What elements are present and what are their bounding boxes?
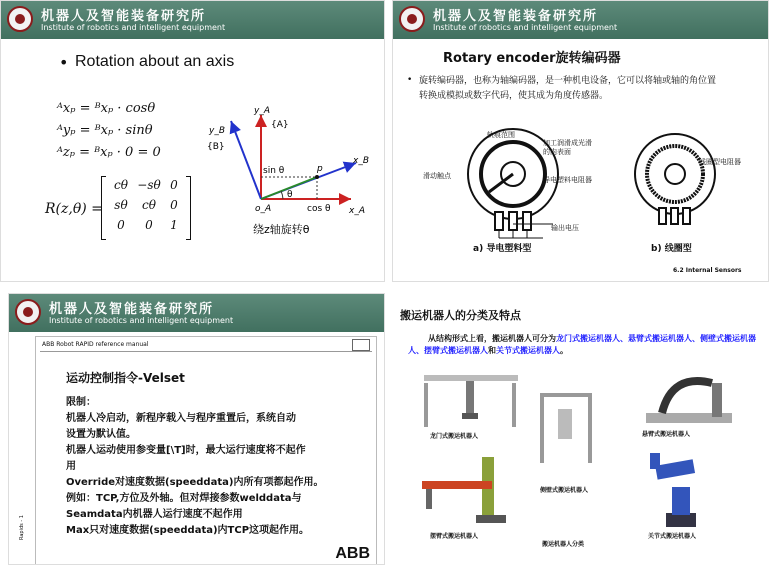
velset-line: 设置为默认值。: [66, 429, 136, 440]
velset-heading: 运动控制指令-Velset: [66, 371, 185, 385]
side-label: Rapids - 1: [19, 515, 25, 540]
bullet-dot: •: [59, 53, 69, 72]
intro-part-5: 关节式搬运机器人: [496, 346, 560, 355]
header-title-cn: 机器人及智能装备研究所: [433, 9, 599, 24]
abb-logo: ABB: [335, 545, 370, 562]
matrix-cell: −sθ: [137, 178, 161, 192]
slide-header: [393, 1, 768, 39]
fig-theta: θ: [287, 190, 293, 200]
slide-header: [1, 1, 384, 39]
sidewall-robot-image: [532, 389, 602, 469]
intro-part-2: 龙门式搬运机器人、悬臂式搬运机器: [556, 334, 684, 343]
equation-z: ᴬzₚ = ᴮxₚ · 0 = 0: [57, 145, 161, 160]
label-track-range: 轨痕范围: [487, 131, 515, 139]
manual-page: [35, 336, 377, 565]
matrix-cell: 1: [170, 218, 178, 232]
velset-line: 用: [66, 461, 76, 472]
caption-coil-type: b) 线圈型: [651, 244, 692, 254]
encoder-diagram: [413, 116, 763, 256]
caption-cantilever: 悬臂式搬运机器人: [642, 431, 691, 438]
matrix-cell: 0: [170, 198, 178, 212]
equation-x: ᴬxₚ = ᴮxₚ · cosθ: [57, 101, 156, 116]
header-title-en: Institute of robotics and intelligent equipment: [433, 23, 618, 32]
velset-line: Seamdata内机器人运行速度不起作用: [66, 509, 243, 520]
intro-part-6: 。: [560, 346, 568, 355]
cantilever-robot-image: [642, 363, 737, 429]
fig-frame-B: {B}: [207, 142, 225, 152]
label-sliding-contact: 滑动触点: [423, 172, 451, 180]
caption-sidewall: 侧壁式搬运机器人: [540, 487, 589, 494]
fig-yB: y_B: [209, 126, 226, 136]
caption-plastic-type: a) 导电塑料型: [473, 244, 532, 254]
header-title-en: Institute of robotics and intelligent equipment: [49, 316, 234, 325]
slide-heading: Rotation about an axis: [75, 53, 235, 70]
manual-title: ABB Robot RAPID reference manual: [42, 341, 149, 348]
header-title-cn: 机器人及智能装备研究所: [49, 302, 215, 317]
equation-y: ᴬyₚ = ᴮxₚ · sinθ: [57, 123, 153, 138]
fig-oA: o_A: [255, 204, 272, 214]
velset-line: 例如：TCP,方位及外轴。但对焊接参数welddata与: [66, 493, 302, 504]
fig-caption: 绕z轴旋转θ: [253, 223, 310, 236]
fig-yA: y_A: [254, 106, 270, 116]
slide-handling-robots: [392, 293, 769, 565]
velset-line: 机器人冷启动，新程序载入与程序重置后，系统自动: [66, 413, 296, 424]
matrix-cell: cθ: [142, 198, 156, 212]
caption-classify: 搬运机器人分类: [542, 541, 585, 548]
label-output-voltage: 输出电压: [551, 224, 579, 232]
label-plastic-resistor: 导电塑料电阻器: [543, 176, 592, 184]
rotation-matrix: [101, 176, 191, 240]
velset-line: Override对速度数据(speeddata)内所有项都起作用。: [66, 477, 324, 488]
matrix-cell: cθ: [114, 178, 128, 192]
slide-footer: 6.2 Internal Sensors: [673, 267, 742, 274]
caption-swing: 摆臂式搬运机器人: [430, 533, 479, 540]
velset-body: [66, 395, 323, 539]
intro-part-1: 从结构形式上看，搬运机器人可分为: [428, 334, 556, 343]
matrix-lhs: R(z,θ) =: [45, 201, 103, 217]
slide-rotation-about-axis: [0, 0, 385, 282]
rotation-figure: [201, 101, 381, 241]
slide-header: [9, 294, 384, 332]
encoder-description: 旋转编码器，也称为轴编码器，是一种机电设备，它可以将轴或轴的角位置转换成模拟或数字代码，使其成为角度传感器。: [419, 76, 717, 101]
bullet-dot: •: [407, 75, 413, 85]
intro-part-4: 和: [488, 346, 496, 355]
abb-logo-small-icon: [352, 339, 370, 351]
intro-text: [408, 333, 758, 357]
swing-robot-image: [416, 453, 516, 527]
joint-robot-image: [642, 443, 722, 531]
header-title-cn: 机器人及智能装备研究所: [41, 9, 207, 24]
intro-part-3: 人、侧壁式搬运机器人、摆臂式搬运机器人: [408, 334, 756, 355]
fig-p: p: [317, 164, 323, 174]
gantry-robot-image: [422, 369, 522, 431]
label-inner-surface: 加工润滑成光滑 的内表面: [543, 139, 592, 156]
institute-logo-icon: [399, 6, 425, 32]
institute-logo-icon: [7, 6, 33, 32]
velset-line: 限制：: [66, 397, 96, 408]
header-title-en: Institute of robotics and intelligent equipment: [41, 23, 226, 32]
fig-xB: x_B: [353, 156, 370, 166]
velset-line: Max只对速度数据(speeddata)内TCP这项起作用。: [66, 525, 310, 536]
institute-logo-icon: [15, 299, 41, 325]
caption-gantry: 龙门式搬运机器人: [430, 433, 479, 440]
slide-title: 搬运机器人的分类及特点: [400, 309, 521, 322]
fig-frame-A: {A}: [271, 120, 289, 130]
label-coil-resistor: 线圈型电阻器: [699, 158, 741, 166]
matrix-cell: 0: [170, 178, 178, 192]
matrix-cell: 0: [145, 218, 153, 232]
matrix-cell: sθ: [114, 198, 128, 212]
caption-joint: 关节式搬运机器人: [648, 533, 697, 540]
fig-cos: cos θ: [307, 204, 331, 214]
fig-sin: sin θ: [263, 166, 285, 176]
matrix-cell: 0: [117, 218, 125, 232]
slide-title: Rotary encoder旋转编码器: [443, 51, 621, 66]
fig-xA: x_A: [349, 206, 365, 216]
slide-rotary-encoder: [392, 0, 769, 282]
velset-line: 机器人运动使用参变量[\T]时，最大运行速度将不起作: [66, 445, 306, 456]
slide-velset: [8, 293, 385, 565]
